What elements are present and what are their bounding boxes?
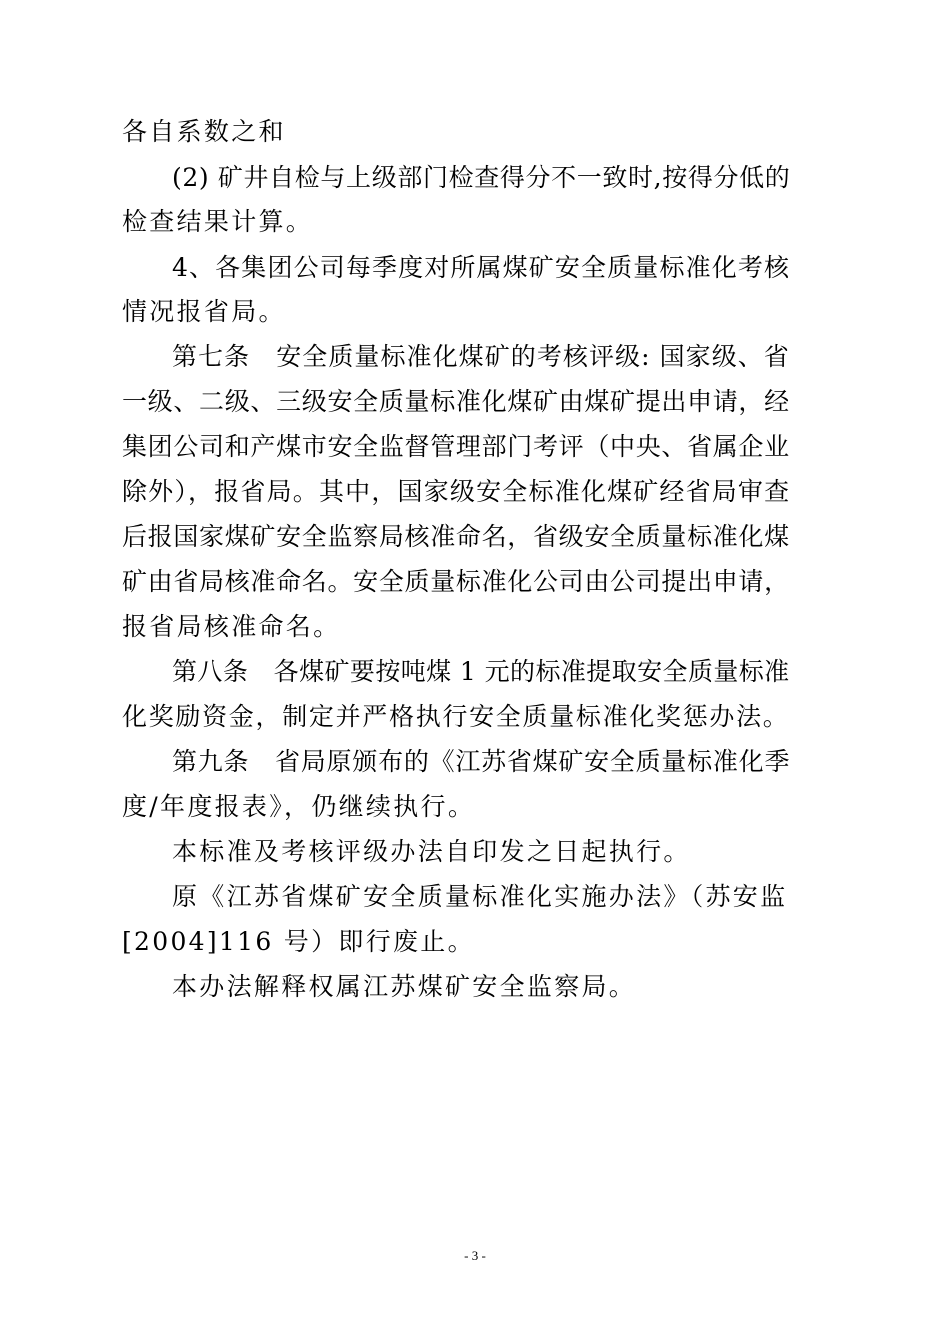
text-line: 第八条 各煤矿要按吨煤 1 元的标准提取安全质量标准 <box>172 657 790 686</box>
text-line: 原《江苏省煤矿安全质量标准化实施办法》（苏安监 <box>172 882 788 911</box>
text-line: (2) 矿井自检与上级部门检查得分不一致时,按得分低的 <box>172 163 791 192</box>
text-line: 检查结果计算。 <box>122 207 314 236</box>
text-line: 一级、二级、三级安全质量标准化煤矿由煤矿提出申请，经 <box>122 387 790 416</box>
text-line: 本办法解释权属江苏煤矿安全监察局。 <box>172 972 637 1001</box>
text-line: 除外），报省局。其中，国家级安全标准化煤矿经省局审查 <box>122 477 791 506</box>
text-line: 第九条 省局原颁布的《江苏省煤矿安全质量标准化季 <box>172 747 791 776</box>
page-number: - 3 - <box>464 1248 486 1263</box>
text-line: 化奖励资金，制定并严格执行安全质量标准化奖惩办法。 <box>122 702 790 731</box>
text-line: 报省局核准命名。 <box>122 612 341 641</box>
text-line: 情况报省局。 <box>122 297 286 326</box>
text-line: [2004]116 号）即行废止。 <box>122 927 475 956</box>
text-line: 本标准及考核评级办法自印发之日起执行。 <box>172 837 691 866</box>
text-line: 度/年度报表》，仍继续执行。 <box>122 792 476 821</box>
text-line: 各自系数之和 <box>122 117 286 146</box>
text-line: 矿由省局核准命名。安全质量标准化公司由公司提出申请， <box>122 567 790 596</box>
text-line: 第七条 安全质量标准化煤矿的考核评级: 国家级、省 <box>172 342 790 371</box>
text-line: 4、各集团公司每季度对所属煤矿安全质量标准化考核 <box>172 253 791 282</box>
text-line: 集团公司和产煤市安全监督管理部门考评（中央、省属企业 <box>122 432 790 461</box>
text-line: 后报国家煤矿安全监察局核准命名，省级安全质量标准化煤 <box>122 522 790 551</box>
